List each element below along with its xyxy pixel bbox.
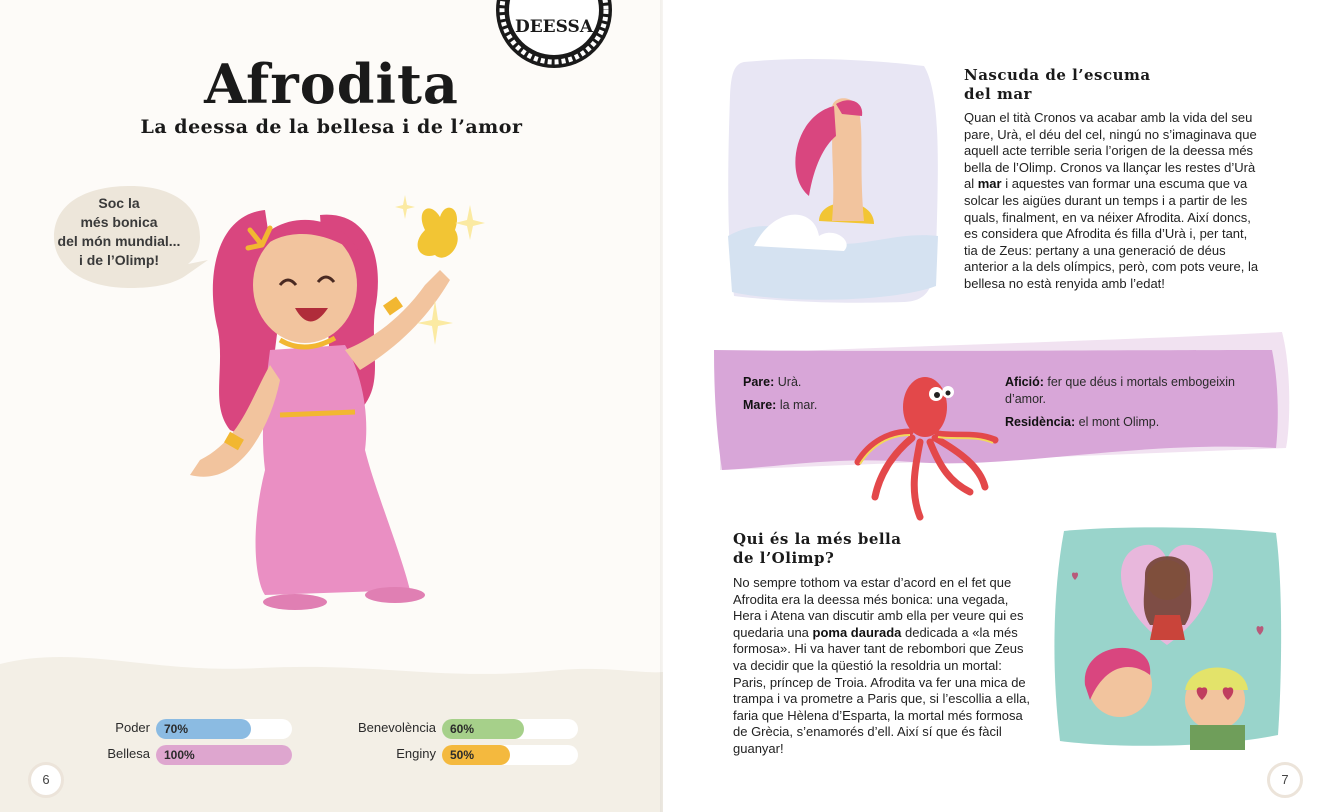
section2-heading-line2: de l’Olimp? xyxy=(733,549,835,567)
fact-pare-value: Urà. xyxy=(774,375,802,389)
octopus-icon xyxy=(850,372,1000,522)
stat-label: Benevolència xyxy=(357,720,436,735)
page-number-left: 6 xyxy=(28,762,64,798)
section1-heading-line2: del mar xyxy=(964,85,1032,103)
fact-mare-label: Mare: xyxy=(743,398,777,412)
fact-aficio xyxy=(1005,374,1260,408)
section1-text-a: Quan el tità Cronos va acabar amb la vida del seu pare, Urà, el déu del cel, ningú no s’imaginava que aquell acte terrible seria l’origen de la deessa més bella de l’Olimp. Cronos va llançar les restes d’Urà al xyxy=(964,110,1257,192)
bubble-line-4: i de l’Olimp! xyxy=(78,252,160,268)
badge-text: DEESSA xyxy=(514,17,594,37)
section2-paragraph xyxy=(733,575,1033,758)
speech-bubble-text xyxy=(54,194,184,270)
page-subtitle: La deessa de la bellesa i de l’amor xyxy=(140,116,523,138)
section2-heading xyxy=(733,530,1033,568)
section1-heading xyxy=(964,66,1284,104)
bubble-line-1: Soc la xyxy=(98,195,140,211)
stat-value: 100% xyxy=(164,748,195,762)
fact-aficio-label: Afició: xyxy=(1005,375,1044,389)
fact-residencia-label: Residència: xyxy=(1005,415,1076,429)
section1-paragraph xyxy=(964,110,1264,293)
stat-poder xyxy=(40,719,300,739)
stat-track xyxy=(156,745,292,765)
fact-pare-label: Pare: xyxy=(743,375,775,389)
bubble-line-2: més bonica xyxy=(80,214,158,230)
stat-value: 50% xyxy=(450,748,475,762)
section1-text-b: i aquestes van formar una escuma que va solcar les aigües durant un temps i a partir de les quals, finalment, en va néixer Afrodita. Així doncs, es considera que Afrodita és filla d’Urà i, per tant, tia de Zeus: pertany a una generació de déus anterior a la dels olímpics, però, com pots veure, la bellesa no està renyida amb l’edat! xyxy=(964,176,1259,291)
fact-aficio-value: fer que déus i mortals embogeixin d’amor. xyxy=(1005,375,1235,406)
section1-text-bold: mar xyxy=(977,176,1002,192)
facts-right xyxy=(1005,374,1260,431)
stat-track xyxy=(156,719,292,739)
stat-track xyxy=(442,745,578,765)
stat-bellesa xyxy=(40,745,300,765)
golden-apple-icon xyxy=(385,195,495,365)
section2-text-a: No sempre tothom va estar d’acord en el fet que Afrodita era la deessa més bonica: una vegada, Hera i Atena van discutir amb ella per veure qui es quedaria una xyxy=(733,575,1024,640)
bubble-line-3: del món mundial... xyxy=(57,233,181,249)
stat-label: Poder xyxy=(115,720,150,735)
stat-value: 60% xyxy=(450,722,475,736)
stat-label: Enginy xyxy=(396,746,436,761)
section1-heading-line1: Nascuda de l’escuma xyxy=(964,66,1151,84)
fact-mare-value: la mar. xyxy=(776,398,818,412)
page-number-right: 7 xyxy=(1267,762,1303,798)
section2-text-bold: poma daurada xyxy=(812,624,902,640)
stat-label: Bellesa xyxy=(107,746,150,761)
page-title: Afrodita xyxy=(204,52,459,116)
fact-residencia xyxy=(1005,414,1260,431)
stat-value: 70% xyxy=(164,722,189,736)
section2-text-b: dedicada a «la més formosa». Hi va haver tant de rebombori que Zeus va decidir que la qüestió la resoldria un mortal: Paris, príncep de Troia. Afrodita va fer una mica de trampa i va prometre a Paris que, si l’escollia a ella, faria que Hèlena d’Esparta, la mortal més formosa de Grècia, s’enamorés d’ell. Així sí que és fàcil guanyar! xyxy=(733,624,1030,756)
stat-enginy xyxy=(300,745,580,765)
birth-from-sea-illustration xyxy=(724,56,944,304)
stat-benevolencia xyxy=(300,719,580,739)
section2-heading-line1: Qui és la més bella xyxy=(733,530,902,548)
judgement-of-paris-illustration xyxy=(1050,525,1284,750)
stat-track xyxy=(442,719,578,739)
fact-residencia-value: el mont Olimp. xyxy=(1075,415,1160,429)
